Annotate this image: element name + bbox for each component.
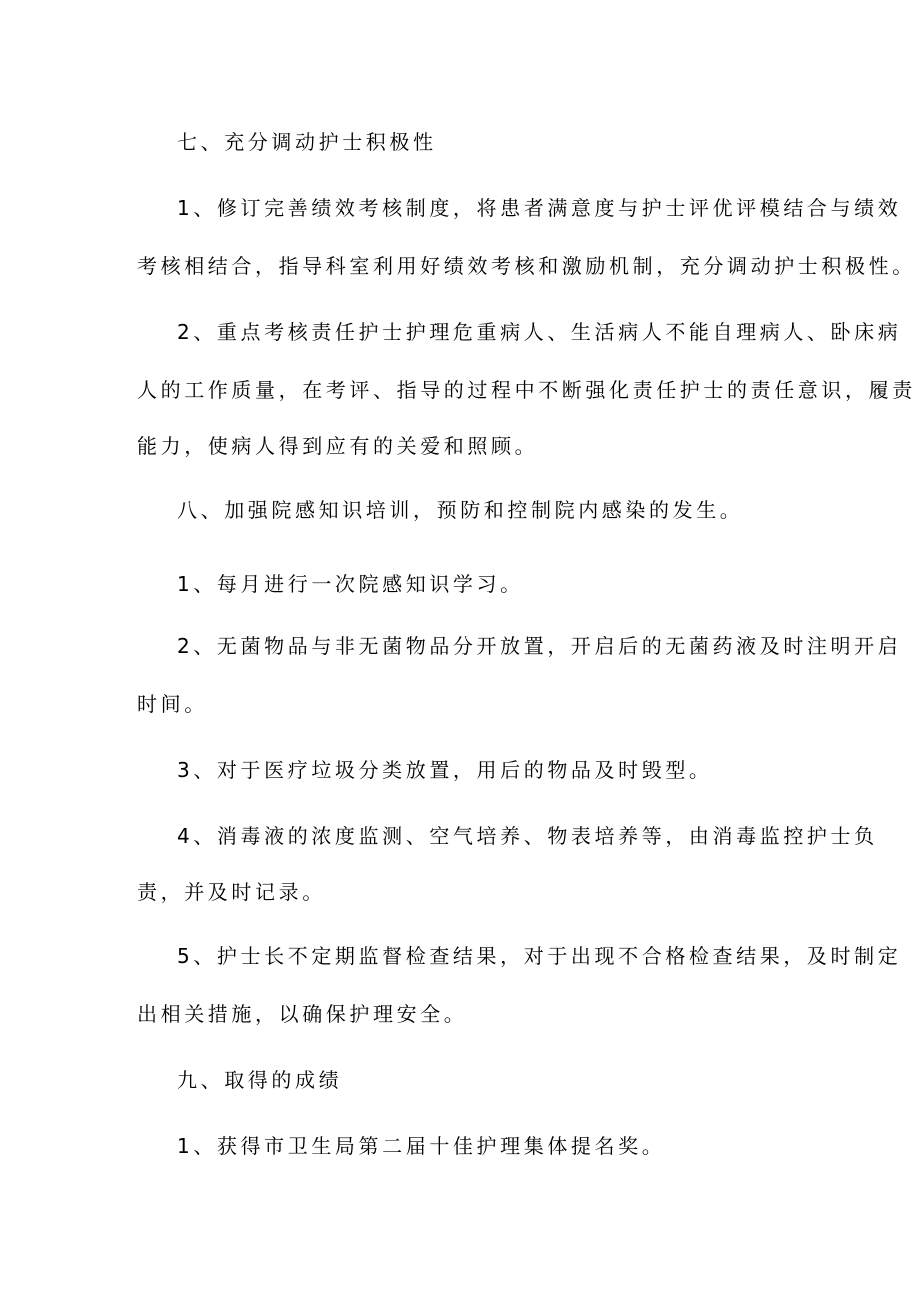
section-8-heading: 八、加强院感知识培训，预防和控制院内感染的发生。 (177, 498, 744, 522)
section-7-item-2-line-1: 2、重点考核责任护士护理危重病人、生活病人不能自理病人、卧床病 (177, 320, 902, 344)
section-7-item-2-line-3: 能力，使病人得到应有的关爱和照顾。 (137, 434, 539, 458)
section-9-item-1-line-1: 1、获得市卫生局第二届十佳护理集体提名奖。 (177, 1134, 666, 1158)
section-7-item-1-line-2: 考核相结合，指导科室利用好绩效考核和激励机制，充分调动护士积极性。 (137, 254, 916, 278)
section-8-item-4-line-1: 4、消毒液的浓度监测、空气培养、物表培养等，由消毒监控护士负 (177, 824, 878, 848)
section-7-heading: 七、充分调动护士积极性 (177, 130, 437, 154)
section-8-item-3-line-1: 3、对于医疗垃圾分类放置，用后的物品及时毁型。 (177, 758, 713, 782)
section-8-item-5-line-2: 出相关措施，以确保护理安全。 (137, 1002, 468, 1026)
section-8-item-2-line-1: 2、无菌物品与非无菌物品分开放置，开启后的无菌药液及时注明开启 (177, 634, 902, 658)
section-9-heading: 九、取得的成绩 (177, 1068, 343, 1092)
section-7-item-1-line-1: 1、修订完善绩效考核制度，将患者满意度与护士评优评模结合与绩效 (177, 196, 902, 220)
section-8-item-2-line-2: 时间。 (137, 692, 208, 716)
section-8-item-5-line-1: 5、护士长不定期监督检查结果，对于出现不合格检查结果，及时制定 (177, 944, 902, 968)
section-8-item-1-line-1: 1、每月进行一次院感知识学习。 (177, 572, 524, 596)
section-7-item-2-line-2: 人的工作质量，在考评、指导的过程中不断强化责任护士的责任意识，履责 (137, 378, 916, 402)
section-8-item-4-line-2: 责，并及时记录。 (137, 880, 326, 904)
